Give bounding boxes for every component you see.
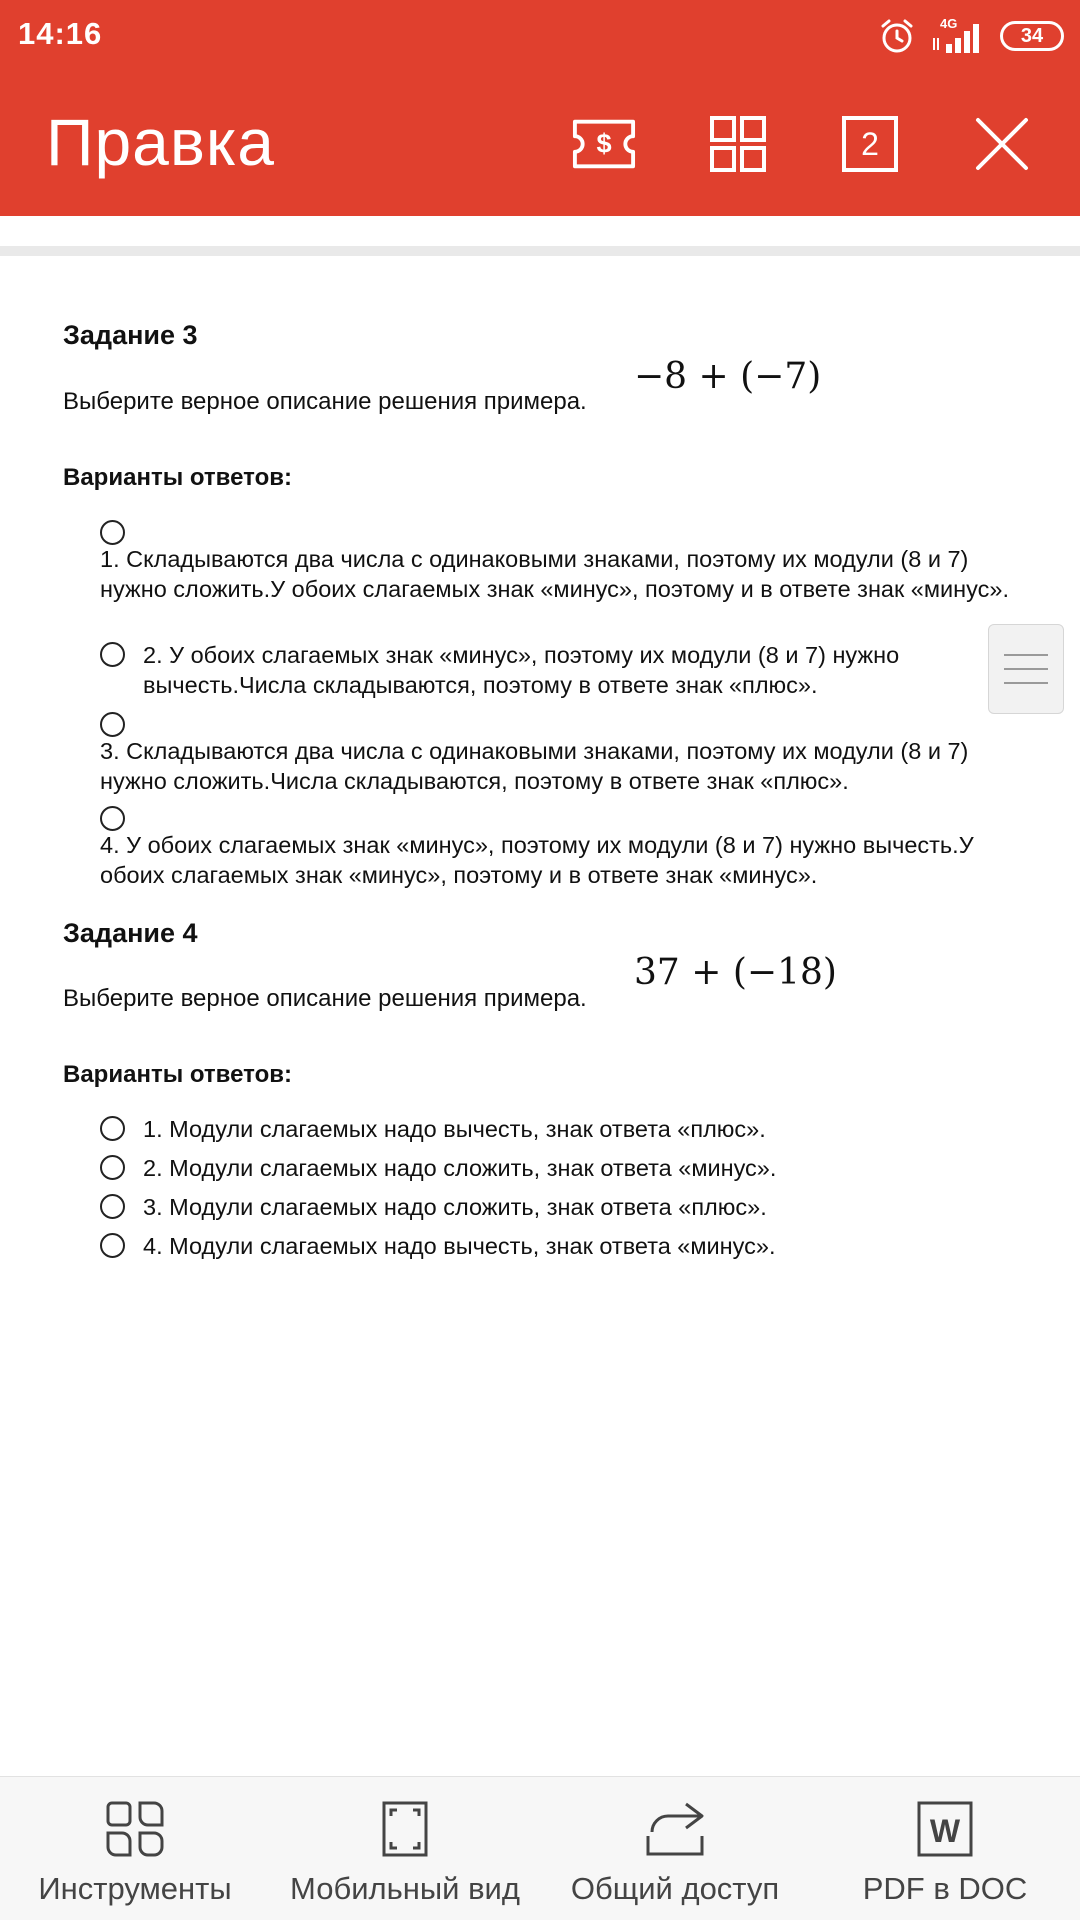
task-3-formula: −8 + (−7) <box>634 356 822 397</box>
task-4-option-2-text: 2. Модули слагаемых надо сложить, знак ответа «минус». <box>143 1155 777 1181</box>
status-bar <box>0 0 1080 72</box>
scroll-handle-line <box>1004 682 1048 684</box>
share-button[interactable] <box>555 1777 795 1920</box>
page-count-icon <box>842 116 898 172</box>
pdf-to-doc-label: PDF в DOC <box>862 1871 1028 1906</box>
task-3-option-1-radio[interactable] <box>100 520 125 545</box>
task-4-option-2-radio[interactable] <box>100 1155 125 1180</box>
network-type-label: 4G <box>940 16 958 31</box>
mobile-view-button[interactable] <box>270 1777 540 1920</box>
app-header <box>0 0 1080 216</box>
task-4-option-3-radio[interactable] <box>100 1194 125 1219</box>
close-button[interactable] <box>970 112 1034 176</box>
share-icon-wrap <box>644 1799 706 1859</box>
word-glyph: W <box>929 1813 961 1849</box>
task-4-prompt: Выберите верное описание решения примера. <box>63 985 587 1012</box>
task-3-option-3-text: 3. Складываются два числа с одинаковыми знаками, поэтому их модули (8 и 7) нужно сложить.Числа складываются, поэтому в ответе знак «плюс». <box>100 738 969 794</box>
mobile-view-icon <box>381 1800 429 1858</box>
alarm-icon <box>878 17 916 55</box>
status-icons <box>878 14 1064 58</box>
grid-view-button[interactable] <box>706 112 770 176</box>
task-3-option-2-text: 2. У обоих слагаемых знак «минус», поэтому их модули (8 и 7) нужно вычесть.Числа складываются, поэтому в ответе знак «плюс». <box>143 642 900 698</box>
task-4-option-1-radio[interactable] <box>100 1116 125 1141</box>
bottom-toolbar <box>0 1776 1080 1920</box>
pdf-to-doc-button[interactable] <box>830 1777 1060 1920</box>
close-icon <box>974 116 1030 172</box>
status-time: 14:16 <box>18 16 103 51</box>
scroll-handle[interactable] <box>988 624 1064 714</box>
page-count-value: 2 <box>861 126 879 162</box>
page-count-button[interactable] <box>838 112 902 176</box>
premium-glyph: $ <box>596 127 612 159</box>
task-3-option-4-text: 4. У обоих слагаемых знак «минус», поэтому их модули (8 и 7) нужно вычесть.У обоих слагаемых знак «минус», поэтому и в ответе знак «минус». <box>100 832 974 888</box>
share-icon <box>644 1800 706 1858</box>
tools-button[interactable] <box>20 1777 250 1920</box>
task-3-title: Задание 3 <box>63 320 198 350</box>
grid-view-icon <box>709 115 767 173</box>
signal-icon <box>928 16 988 56</box>
task-4-option-4-radio[interactable] <box>100 1233 125 1258</box>
mobile-view-icon-wrap <box>381 1799 429 1859</box>
task-3-prompt: Выберите верное описание решения примера. <box>63 388 587 415</box>
task-3-answers-label: Варианты ответов: <box>63 464 292 491</box>
task-4-option-3-text: 3. Модули слагаемых надо сложить, знак ответа «плюс». <box>143 1194 767 1220</box>
task-4-title: Задание 4 <box>63 918 198 948</box>
battery-icon <box>1000 21 1064 51</box>
battery-level: 34 <box>1020 25 1044 47</box>
task-4-option-1-text: 1. Модули слагаемых надо вычесть, знак ответа «плюс». <box>143 1116 766 1142</box>
task-4-option-4-text: 4. Модули слагаемых надо вычесть, знак ответа «минус». <box>143 1233 776 1259</box>
task-3-option-3-radio[interactable] <box>100 712 125 737</box>
premium-ticket-icon <box>572 116 636 172</box>
task-4-formula: 37 + (−18) <box>634 952 837 993</box>
task-3-option-1-text: 1. Складываются два числа с одинаковыми знаками, поэтому их модули (8 и 7) нужно сложить.У обоих слагаемых знак «минус», поэтому и в ответе знак «минус». <box>100 546 1009 602</box>
mobile-view-label: Мобильный вид <box>290 1871 520 1906</box>
premium-button[interactable] <box>572 112 636 176</box>
tools-icon-wrap <box>105 1799 165 1859</box>
scroll-handle-line <box>1004 654 1048 656</box>
header-divider <box>0 246 1080 256</box>
tools-label: Инструменты <box>38 1871 232 1906</box>
word-icon <box>916 1800 974 1858</box>
share-label: Общий доступ <box>570 1871 780 1906</box>
word-icon-wrap <box>916 1799 974 1859</box>
app-title: Правка <box>46 105 275 179</box>
task-4-answers-label: Варианты ответов: <box>63 1061 292 1088</box>
task-3-option-4-radio[interactable] <box>100 806 125 831</box>
scroll-handle-line <box>1004 668 1048 670</box>
tools-icon <box>105 1800 165 1858</box>
task-3-option-2-radio[interactable] <box>100 642 125 667</box>
